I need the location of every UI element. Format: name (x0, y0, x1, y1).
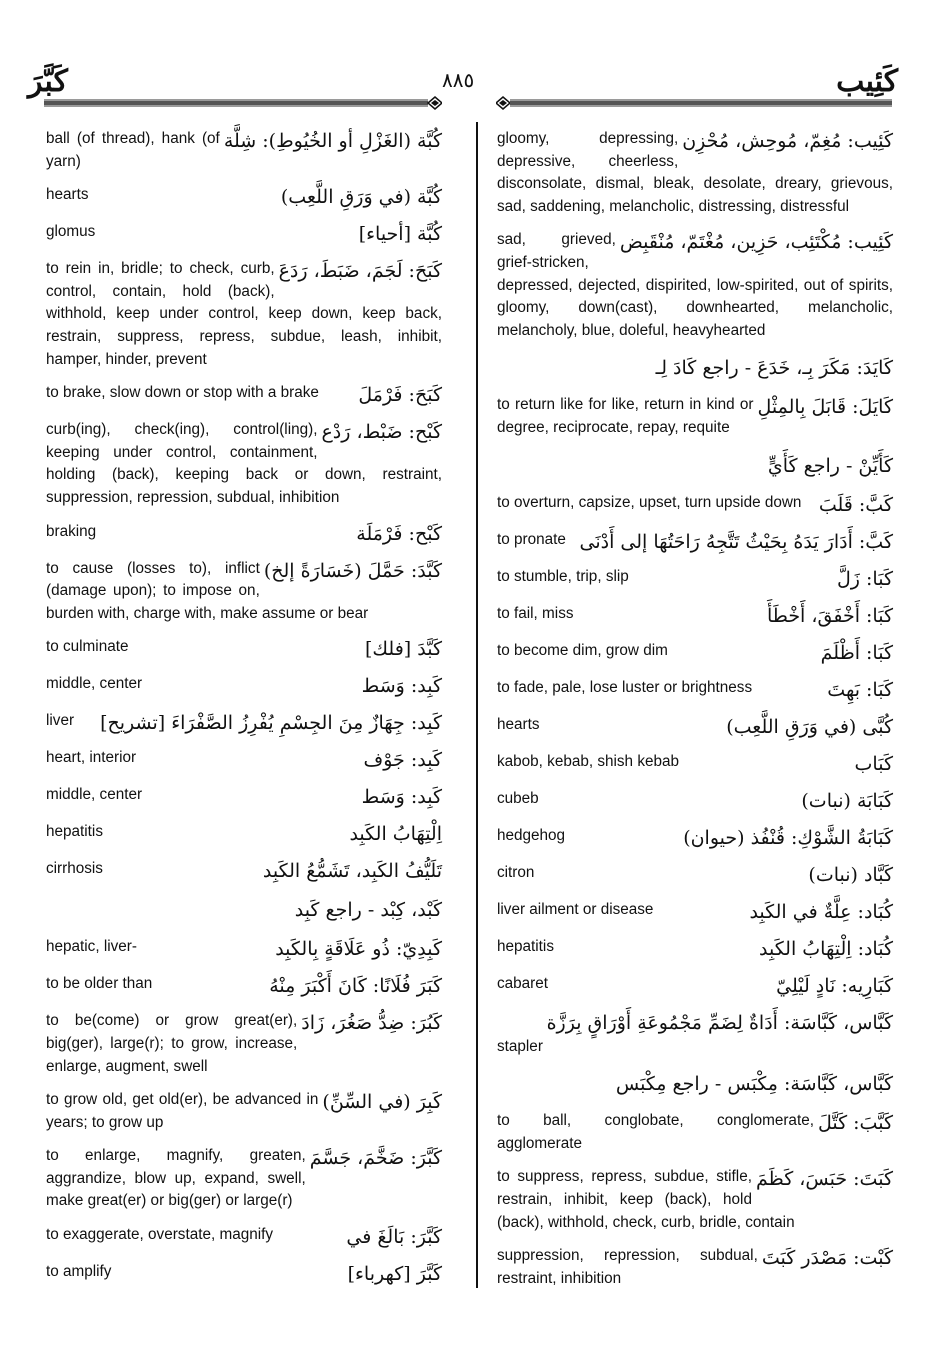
entry-gap (497, 383, 893, 394)
guide-word-left: كَبَّرَ (28, 64, 68, 99)
arabic-headword: كُبَّة (الغَزْلِ أو الخُيُوطِ): شِلَّة (220, 128, 442, 154)
arabic-headword: كُبَاد: اِلْتِهَابُ الكَبِد (755, 936, 893, 962)
arabic-headword: تَلَيُّفُ الكَبِد، تَشَمُّعُ الكَبِد (259, 858, 442, 884)
arabic-headword: كَبْت: مَصْدَر كَبَتَ (758, 1245, 893, 1271)
entry-gap (497, 1155, 893, 1166)
english-definition: to brake, slow down or stop with a brake (46, 384, 319, 402)
dictionary-entry (497, 1010, 893, 1059)
english-definition: to fail, miss (497, 604, 574, 622)
dictionary-entry (46, 1261, 442, 1287)
dictionary-entry (46, 1224, 442, 1250)
cross-reference: كَبْد، كِبْد - راجع كَبِد (294, 899, 442, 922)
dictionary-entry (497, 1110, 893, 1155)
arabic-headword: كَبَتَ: حَبَسَ، كَظَمَ (752, 1166, 893, 1192)
entry-gap (497, 518, 893, 529)
entry-gap (497, 440, 893, 451)
entry-gap (46, 408, 442, 419)
english-definition: cubeb (497, 789, 539, 807)
arabic-headword: كَبَا: زَلَّ (833, 566, 893, 592)
english-definition: to culminate (46, 638, 129, 656)
english-definition: to overturn, capsize, upset, turn upside down (497, 493, 802, 511)
dictionary-entry (46, 747, 442, 773)
english-definition: to pronate (497, 530, 566, 548)
entry-gap (497, 703, 893, 714)
column-divider (476, 122, 478, 1288)
dictionary-entry (497, 936, 893, 962)
arabic-headword: كَبَحَ: فَرْمَلَ (354, 382, 442, 408)
english-definition: kabob, kebab, shish kebab (497, 752, 679, 770)
english-definition: to amplify (46, 1263, 112, 1281)
arabic-headword: كَبَابَةُ الشَّوْكِ: قُنْفُذ (حيوان) (679, 825, 893, 851)
entry-gap (46, 173, 442, 184)
entry-gap (497, 851, 893, 862)
arabic-headword: كَبَّ: قَلَبَ (815, 492, 893, 518)
dictionary-entry (497, 492, 893, 518)
dictionary-entry (497, 899, 893, 925)
arabic-headword: كَبِد: جِهَازٌ مِنَ الجِسْمِ يُفْرِزُ الصَّفْرَاءَ [تشريح] (96, 710, 442, 736)
english-definition: middle, center (46, 675, 143, 693)
entry-gap (497, 925, 893, 936)
english-definition: middle, center (46, 786, 143, 804)
arabic-headword: كَبُرَ: ضِدُّ صَغُرَ، زَادَ (297, 1010, 442, 1036)
english-definition: to be(come) or grow great(er), big(ger), large(r); to grow, increase, enlarge, augment, swell (46, 1012, 298, 1075)
dictionary-entry (497, 751, 893, 777)
arabic-headword: كَبَرَ فُلَانًا: كَانَ أَكْبَرَ مِنْهُ (265, 973, 442, 999)
arabic-headword: كُبَّة [أحياء] (355, 221, 442, 247)
guide-word-right: كَئِيب (836, 64, 898, 99)
arabic-headword: كُبَّى (في وَرَقِ اللَّعِب) (722, 714, 893, 740)
left-column (46, 128, 442, 1287)
entry-gap (46, 210, 442, 221)
english-definition: cabaret (497, 974, 549, 992)
dictionary-entry (497, 973, 893, 999)
entry-gap (46, 925, 442, 936)
english-definition: ball (of thread), hank (of yarn) (46, 130, 220, 170)
dictionary-entry (46, 382, 442, 408)
english-definition: to suppress, repress, subdue, stifle, restrain, inhibit, keep (back), hold (back), withhold, check, curb, bridle, contain (497, 1168, 795, 1231)
dictionary-entry (46, 128, 442, 173)
english-definition: to return like for like, return in kind or degree, reciprocate, repay, requite (497, 396, 754, 436)
arabic-headword: كَبَّرَ [كهرباء] (344, 1261, 442, 1287)
arabic-headword: كَبَّاس، كَبَّاسَة: أَدَاةٌ لِضَمِّ مَجْمُوعَةِ أَوْرَاقٍ بِرَزَّة (543, 1010, 893, 1036)
entry-gap (46, 699, 442, 710)
dictionary-entry (46, 521, 442, 547)
english-definition: to exaggerate, overstate, magnify (46, 1226, 274, 1244)
entry-gap (46, 1213, 442, 1224)
dictionary-entry (46, 973, 442, 999)
arabic-headword: كَبَا: بَهِتَ (823, 677, 893, 703)
english-definition: to cause (losses to), inflict (damage upon); to impose on, burden with, charge with, make assume or bear (46, 559, 369, 622)
dictionary-entry (497, 529, 893, 555)
dictionary-entry (46, 936, 442, 962)
english-definition: cirrhosis (46, 860, 103, 878)
entry-gap (46, 1250, 442, 1261)
entry-gap (46, 371, 442, 382)
dictionary-entry (497, 862, 893, 888)
english-definition: to ball, conglobate, conglomerate, agglomerate (497, 1112, 814, 1152)
dictionary-entry (497, 603, 893, 629)
cross-reference: كَبَّاس، كَبَّاسَة: مِكْبَس - راجع مِكْبَس (615, 1073, 893, 1096)
page-number: ٨٨٥ (442, 68, 475, 92)
right-column (497, 128, 893, 1290)
arabic-headword: كَبَّرَ: ضَخَّمَ، جَسَّمَ (306, 1145, 442, 1171)
arabic-headword: كَبَا: أَخْفَقَ، أَخْطَأَ (763, 603, 893, 629)
entry-gap (497, 1058, 893, 1069)
dictionary-entry (46, 673, 442, 699)
arabic-headword: كَبِد: وَسَط (358, 784, 442, 810)
entry-gap (46, 999, 442, 1010)
arabic-headword: كَبَّاد (نبات) (804, 862, 893, 888)
english-definition: hedgehog (497, 826, 566, 844)
dictionary-entry (46, 710, 442, 736)
entry-gap (497, 740, 893, 751)
english-definition: hepatic, liver- (46, 938, 137, 956)
dictionary-entry (46, 821, 442, 847)
entry-gap (497, 888, 893, 899)
cross-reference: كَأَيِّنْ - راجع كَأَيٍّ (767, 454, 893, 477)
dictionary-entry (497, 825, 893, 851)
dictionary-entry (497, 1166, 893, 1234)
entry-gap (46, 773, 442, 784)
arabic-headword: كَبَارِيه: نَادٍ لَيْلِيّ (772, 973, 893, 999)
dictionary-entry (497, 677, 893, 703)
entry-gap (497, 666, 893, 677)
dictionary-entry (497, 1245, 893, 1290)
entry-gap (497, 1234, 893, 1245)
entry-gap (46, 736, 442, 747)
entry-gap (46, 662, 442, 673)
arabic-headword: كَبَا: أَظْلَمَ (817, 640, 893, 666)
arabic-headword: كَبَابَة (نبات) (797, 788, 893, 814)
entry-gap (46, 247, 442, 258)
entry-gap (46, 1134, 442, 1145)
arabic-headword: كَبْح: فَرْمَلَة (352, 521, 442, 547)
entry-gap (497, 777, 893, 788)
english-definition: hearts (497, 715, 540, 733)
dictionary-entry (497, 714, 893, 740)
dictionary-entry (46, 258, 442, 371)
arabic-headword: كَبِرَ (في السِّنِّ) (318, 1089, 442, 1115)
english-definition: hepatitis (46, 823, 103, 841)
dictionary-entry (497, 394, 893, 439)
english-definition: to become dim, grow dim (497, 641, 668, 659)
cross-reference: كَايَدَ: مَكَرَ بِـ، خَدَعَ - راجع كَادَ لِـ (655, 357, 893, 380)
arabic-headword: كُبَّة (في وَرَقِ اللَّعِب) (277, 184, 442, 210)
entry-gap (497, 962, 893, 973)
english-definition: to stumble, trip, slip (497, 567, 629, 585)
entry-gap (497, 999, 893, 1010)
arabic-headword: كَبَّرَ: بَالَغَ في (342, 1224, 442, 1250)
dictionary-entry (497, 640, 893, 666)
entry-gap (497, 1099, 893, 1110)
dictionary-entry (497, 566, 893, 592)
arabic-headword: كَبَّدَ [فلك] (361, 636, 442, 662)
entry-gap (46, 962, 442, 973)
arabic-headword: كَبْح: ضَبْط، رَدْع (317, 419, 442, 445)
entry-gap (46, 847, 442, 858)
entry-gap (497, 218, 893, 229)
english-definition: braking (46, 522, 97, 540)
arabic-headword: كَئِيب: مُغِمّ، مُوحِش، مُحْزِن (678, 128, 893, 154)
entry-gap (46, 1078, 442, 1089)
dictionary-entry (46, 419, 442, 509)
english-definition: to enlarge, magnify, greaten, aggrandize, blow up, expand, swell, make great(er) or big(ger) or large(r) (46, 1147, 306, 1210)
dictionary-entry (497, 128, 893, 218)
entry-gap (46, 510, 442, 521)
entry-gap (497, 629, 893, 640)
english-definition: liver (46, 712, 75, 730)
arabic-headword: كَبَّ: أَدَارَ يَدَهُ بِحَيْثُ تَتَّجِهُ رَاحَتُهَا إلى أَدْنَى (576, 529, 893, 555)
arabic-headword: كَئِيب: مُكْتَئِب، حَزِين، مُغْتَمّ، مُنْقَبِض (616, 229, 893, 255)
english-definition: sad, grieved, grief-stricken, depressed, dejected, dispirited, low-spirited, out of spirits, gloomy, down(cast), downhearted, melancholic, melancholy, blue, doleful, heavyhearted (497, 231, 893, 339)
entry-gap (497, 592, 893, 603)
entry-gap (46, 625, 442, 636)
dictionary-entry (46, 784, 442, 810)
arabic-headword: كَبَّدَ: حَمَّلَ (خَسَارَةً إلخ) (260, 558, 442, 584)
english-definition: glomus (46, 223, 96, 241)
english-definition: heart, interior (46, 749, 137, 767)
dictionary-entry (46, 221, 442, 247)
english-definition: curb(ing), check(ing), control(ling), keeping under control, containment, holding (back), keeping back or down, restraint, suppression, repression, subdual, inhibition (46, 421, 442, 506)
entry-gap (46, 810, 442, 821)
entry-gap (497, 814, 893, 825)
entry-gap (46, 884, 442, 895)
arabic-headword: كُبَاد: عِلَّةٌ في الكَبِد (745, 899, 893, 925)
english-definition: to be older than (46, 975, 153, 993)
english-definition: to fade, pale, lose luster or brightness (497, 678, 753, 696)
english-definition: to grow old, get old(er), be advanced in years; to grow up (46, 1091, 319, 1131)
header-rule-left (44, 96, 442, 110)
dictionary-entry (46, 858, 442, 884)
entry-gap (497, 481, 893, 492)
arabic-headword: كَبَّبَ: كَتَّلَ (814, 1110, 893, 1136)
dictionary-entry (46, 184, 442, 210)
dictionary-entry (497, 788, 893, 814)
dictionary-entry (497, 229, 893, 342)
arabic-headword: كَايَلَ: قَابَلَ بِالمِثْلِ (753, 394, 893, 420)
english-definition: stapler (497, 1037, 543, 1055)
arabic-headword: كَبِدِيّ: ذُو عَلَاقَةٍ بِالكَبِد (271, 936, 442, 962)
english-definition: citron (497, 863, 535, 881)
arabic-headword: كَبِد: وَسَط (358, 673, 442, 699)
english-definition: hearts (46, 186, 89, 204)
english-definition: gloomy, depressing, depressive, cheerless, disconsolate, dismal, bleak, desolate, dreary, grievous, sad, saddening, melancholic, distressing, distressful (497, 130, 893, 215)
english-definition: to rein in, bridle; to check, curb, control, contain, hold (back), withhold, keep under control, keep down, keep back, restrain, suppress, repress, subdue, leash, inhibit, hamper, hinder, prevent (46, 260, 442, 368)
arabic-headword: كَبَحَ: لَجَمَ، ضَبَطَ، رَدَعَ (275, 258, 442, 284)
english-definition: liver ailment or disease (497, 900, 654, 918)
header-rule-right (496, 96, 892, 110)
arabic-headword: كَبِد: جَوْف (360, 747, 442, 773)
english-definition: suppression, repression, subdual, restraint, inhibition (497, 1247, 758, 1287)
entry-gap (46, 547, 442, 558)
entry-gap (497, 555, 893, 566)
arabic-headword: اِلْتِهَابُ الكَبِد (345, 821, 442, 847)
arabic-headword: كَبَاب (851, 751, 893, 777)
english-definition: hepatitis (497, 937, 554, 955)
dictionary-entry (46, 1145, 442, 1213)
dictionary-entry (46, 636, 442, 662)
running-header (0, 0, 938, 130)
dictionary-entry (46, 558, 442, 626)
dictionary-entry (46, 1089, 442, 1134)
dictionary-entry (46, 1010, 442, 1078)
entry-gap (497, 342, 893, 353)
